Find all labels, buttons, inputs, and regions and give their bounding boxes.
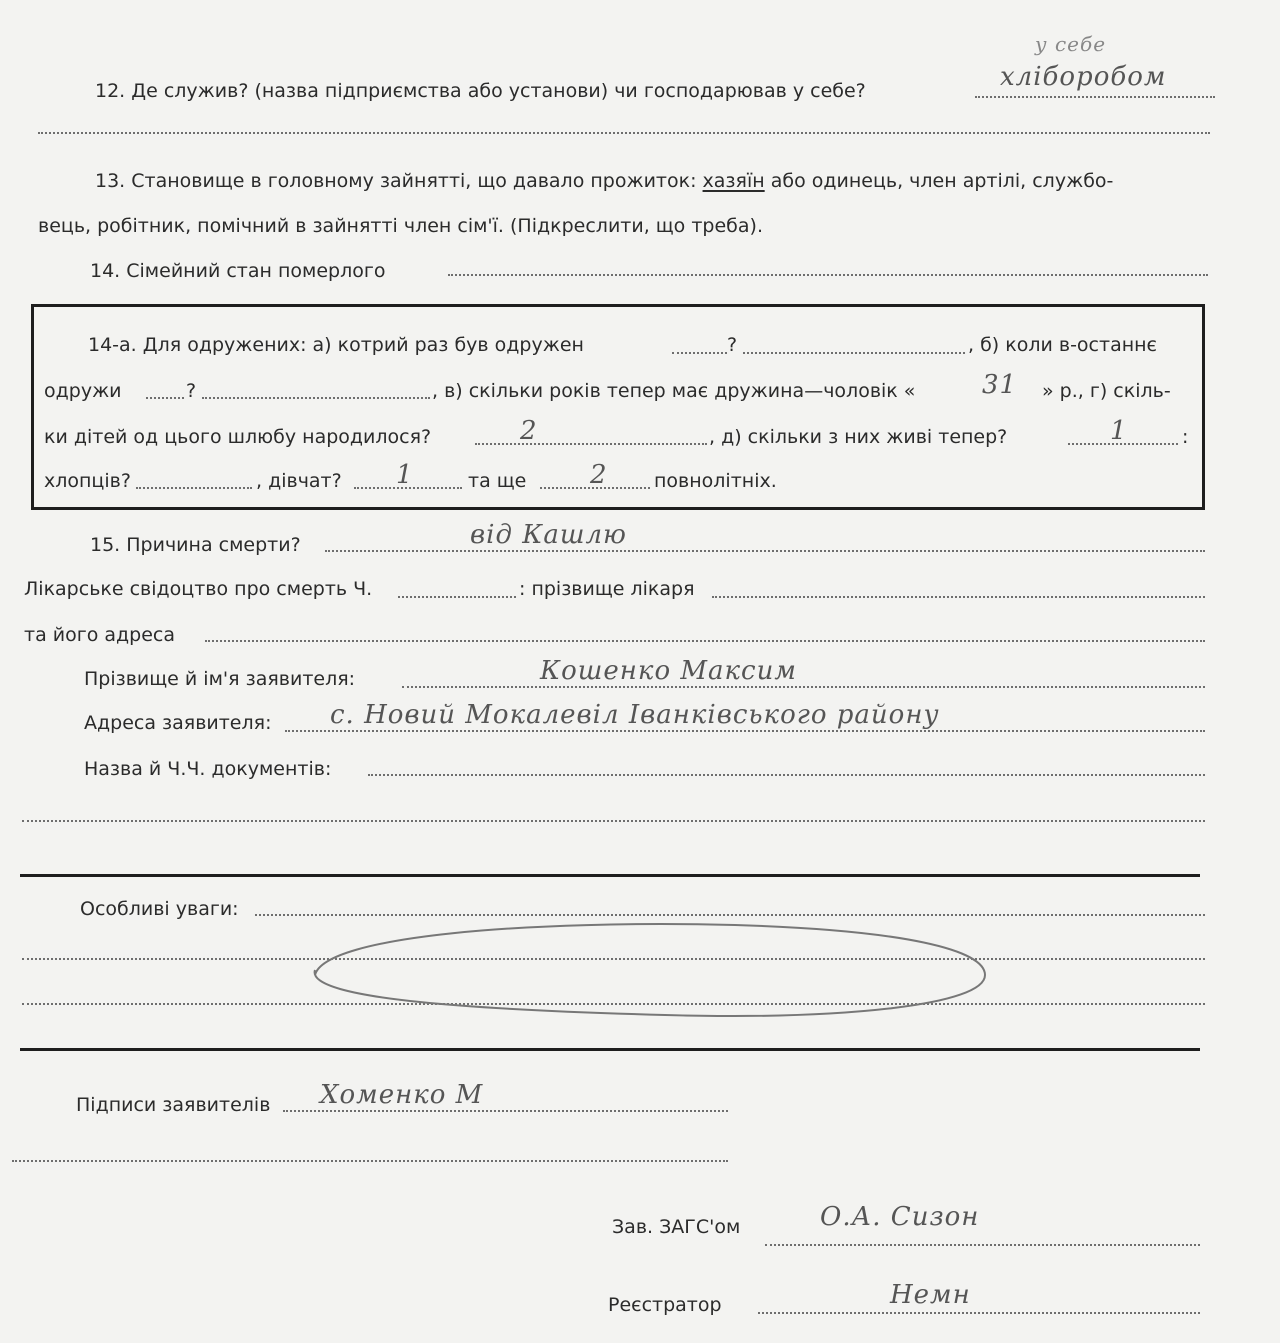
q14a-girls: 1 bbox=[396, 460, 414, 490]
q14a-l4d: повнолітніх. bbox=[654, 470, 777, 492]
applicant-name-line bbox=[402, 686, 1205, 688]
applicants-signature-line bbox=[283, 1110, 728, 1112]
applicant-address-line bbox=[285, 730, 1205, 732]
q14a-l1a: 14-а. Для одружених: а) котрий раз був одружен bbox=[88, 334, 584, 356]
q14a-dots-5 bbox=[475, 443, 707, 445]
q12-answer-line bbox=[975, 96, 1215, 98]
applicant-name-label: Прізвище й ім'я заявителя: bbox=[84, 668, 356, 690]
applicant-name: Кошенко Максим bbox=[540, 656, 797, 686]
q15-answer-line bbox=[325, 550, 1205, 552]
q13-underlined-option: хазяїн bbox=[702, 170, 765, 192]
q15-label: 15. Причина смерти? bbox=[90, 534, 301, 556]
q14a-l2c: » р., г) скіль- bbox=[1042, 380, 1171, 402]
q14a-l1q: ? bbox=[727, 334, 738, 356]
doctor-address-label: та його адреса bbox=[24, 624, 175, 646]
q14a-adults: 2 bbox=[590, 460, 608, 490]
q13-text-post: або одинець, член артілі, службо- bbox=[764, 170, 1114, 192]
q14-answer-line bbox=[448, 274, 1208, 276]
q14a-children-alive: 1 bbox=[1110, 416, 1128, 446]
q13-line1 bbox=[95, 170, 1113, 192]
doctor-label: : прізвище лікаря bbox=[519, 578, 695, 600]
section-divider-2 bbox=[20, 1048, 1200, 1051]
applicants-signature-label: Підписи заявителів bbox=[76, 1094, 271, 1116]
q14a-l3b: , д) скільки з них живі тепер? bbox=[709, 426, 1008, 448]
zags-head-label: Зав. ЗАГС'ом bbox=[612, 1216, 741, 1238]
q14a-l1b: , б) коли в-останнє bbox=[968, 334, 1157, 356]
applicant-address-label: Адреса заявителя: bbox=[84, 712, 272, 734]
applicants-signature-line-2 bbox=[12, 1160, 728, 1162]
q14a-l3c: : bbox=[1182, 426, 1189, 448]
doctor-name-line bbox=[712, 596, 1205, 598]
documents-label: Назва й Ч.Ч. документів: bbox=[84, 758, 332, 780]
remarks-label: Особливі уваги: bbox=[80, 898, 239, 920]
q14a-dots-1 bbox=[672, 352, 727, 354]
zags-head-signature: О.А. Сизон bbox=[820, 1202, 980, 1232]
q14a-l2b: , в) скільки років тепер має дружина—чоловік « bbox=[432, 380, 916, 402]
q14a-l4c: та ще bbox=[468, 470, 527, 492]
q15-answer: від Кашлю bbox=[470, 520, 627, 550]
documents-line bbox=[368, 774, 1205, 776]
q12-answer-top: у себе bbox=[1035, 32, 1107, 56]
q12-line2 bbox=[38, 132, 1210, 134]
q14a-dots-7 bbox=[136, 487, 252, 489]
registrar-signature: Немн bbox=[890, 1280, 971, 1310]
q14a-dots-2 bbox=[743, 352, 965, 354]
q14a-children-born: 2 bbox=[520, 416, 538, 446]
applicants-signature: Хоменко М bbox=[320, 1080, 484, 1110]
q14a-dots-3 bbox=[146, 397, 184, 399]
section-divider-1 bbox=[20, 874, 1200, 877]
registrar-line bbox=[758, 1312, 1200, 1314]
q14a-l4b: , дівчат? bbox=[256, 470, 342, 492]
q13-line2: вець, робітник, помічний в зайнятті член сім'ї. (Підкреслити, що треба). bbox=[38, 215, 763, 237]
applicant-address: с. Новий Мокалевіл Іванківського району bbox=[330, 700, 940, 730]
zags-head-line bbox=[765, 1244, 1200, 1246]
q14a-l3a: ки дітей од цього шлюбу народилося? bbox=[44, 426, 432, 448]
q12-answer: хліборобом bbox=[1000, 62, 1167, 92]
q12-label: 12. Де служив? (назва підприємства або установи) чи господарював у себе? bbox=[95, 80, 866, 102]
documents-line-2 bbox=[22, 820, 1205, 822]
registrar-label: Реєстратор bbox=[608, 1294, 722, 1316]
q14a-l4a: хлопців? bbox=[44, 470, 131, 492]
q14a-l2q: ? bbox=[186, 380, 197, 402]
q14-label: 14. Сімейний стан померлого bbox=[90, 260, 386, 282]
q14a-wife-age: 31 bbox=[982, 370, 1018, 400]
q14a-l2a: одружи bbox=[44, 380, 122, 402]
certificate-label: Лікарське свідоцтво про смерть Ч. bbox=[24, 578, 373, 600]
q13-text-pre: 13. Становище в головному зайнятті, що давало прожиток: bbox=[95, 170, 703, 192]
doctor-address-line bbox=[205, 640, 1205, 642]
remarks-scribble-oval bbox=[285, 915, 1005, 1025]
q14a-dots-4 bbox=[202, 397, 430, 399]
certificate-number-line bbox=[398, 596, 516, 598]
